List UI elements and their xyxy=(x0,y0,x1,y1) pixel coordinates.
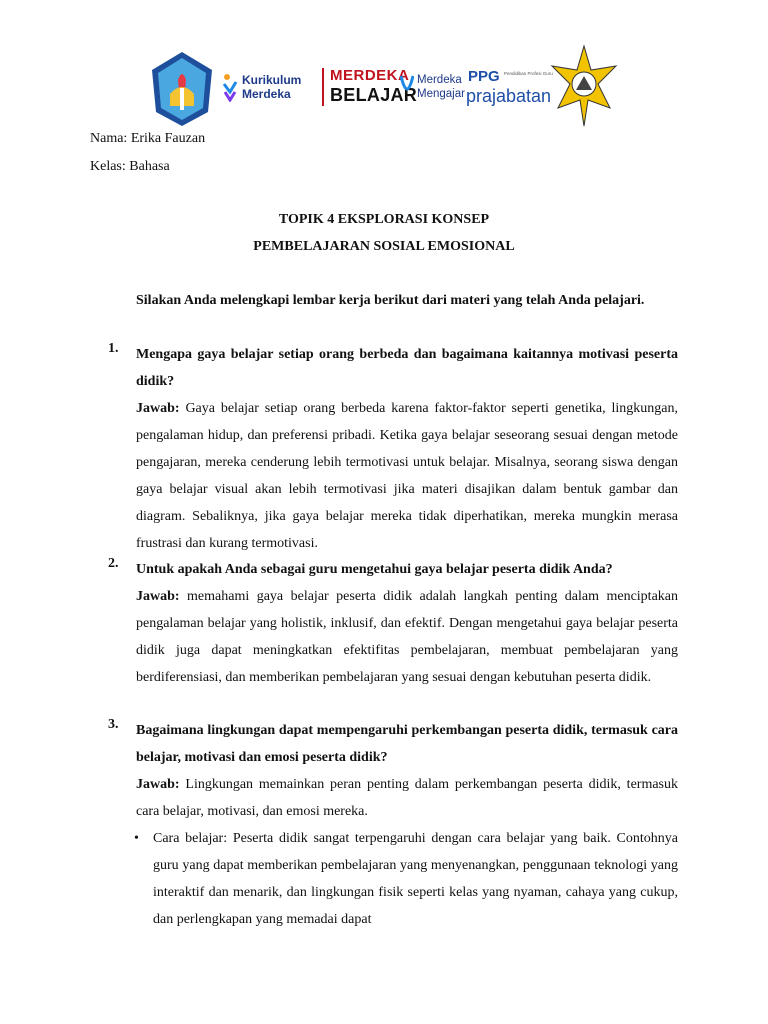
merdeka-belajar-logo xyxy=(330,67,418,107)
question-number: 2. xyxy=(108,556,119,571)
answer-paragraph xyxy=(136,771,678,825)
mengajar-text-bottom: Mengajar xyxy=(417,88,465,100)
answer-text: Gaya belajar setiap orang berbeda karena faktor-faktor seperti genetika, lingkungan, pengalaman hidup, dan preferensi pribadi. Ketika gaya belajar seseorang sesuai dengan metode pengajaran, mereka cenderung lebih termotivasi untuk belajar. Misalnya, seorang siswa dengan gaya belajar visual akan lebih termotivasi jika materi disajikan dalam bentuk gambar dan diagram. Sebaliknya, jika gaya belajar mereka tidak diperhatikan, mereka mungkin merasa frustrasi dan kurang termotivasi. xyxy=(136,401,678,551)
answer-text: memahami gaya belajar peserta didik adalah langkah penting dalam menciptakan pengalaman belajar yang holistik, inklusif, dan efektif. Dengan mengetahui gaya belajar peserta didik juga dapat meningkatkan efektifitas pembelajaran, membuat pembelajaran yang berdiferensiasi, dan memberikan pembelajaran yang sesuai dengan kebutuhan peserta didik. xyxy=(136,589,678,685)
question-number: 1. xyxy=(108,341,119,356)
answer-label: Jawab: xyxy=(136,401,180,416)
kurikulum-text-top: Kurikulum xyxy=(242,73,302,87)
tut-wuri-handayani-logo xyxy=(148,50,216,128)
kurikulum-text-bottom: Merdeka xyxy=(242,87,291,101)
page-title: TOPIK 4 EKSPLORASI KONSEP xyxy=(278,212,490,227)
question-number: 3. xyxy=(108,717,119,732)
belajar-text: BELAJAR xyxy=(330,85,418,105)
ppg-prajabatan-logo xyxy=(466,68,561,112)
mengajar-text-top: Merdeka xyxy=(417,74,462,86)
mengajar-mark-icon xyxy=(400,72,414,102)
answer-paragraph xyxy=(136,583,678,691)
question-text: Bagaimana lingkungan dapat mempengaruhi perkembangan peserta didik, termasuk cara belajar, motivasi dan emosi peserta didik? xyxy=(136,723,678,765)
bullet-item: • Cara belajar: Peserta didik sangat terpengaruhi dengan cara belajar yang baik. Contohnya guru yang dapat memberikan pembelajaran yang menyenangkan, penggunaan teknologi yang interaktif dan menarik, dan lingkungan fisik seperti kelas yang nyaman, cahaya yang cukup, dan perlengkapan yang memadai dapat xyxy=(136,825,678,933)
page-subtitle: PEMBELAJARAN SOSIAL EMOSIONAL xyxy=(253,239,515,254)
answer-paragraph xyxy=(136,395,678,557)
bullet-list xyxy=(136,825,678,933)
prajabatan-text: prajabatan xyxy=(466,86,552,106)
ppg-text: PPG xyxy=(468,68,500,85)
question-body xyxy=(136,717,678,933)
question-body xyxy=(136,341,678,557)
answer-label: Jawab: xyxy=(136,777,180,792)
answer-label: Jawab: xyxy=(136,589,180,604)
logo-banner xyxy=(148,42,618,134)
answer-text: Lingkungan memainkan peran penting dalam perkembangan peserta didik, termasuk cara belajar, motivasi, dan emosi mereka. xyxy=(136,777,679,819)
question-text: Mengapa gaya belajar setiap orang berbeda dan bagaimana kaitannya motivasi peserta didik? xyxy=(136,347,678,389)
kurikulum-mark-icon xyxy=(222,72,238,102)
student-class: Kelas: Bahasa xyxy=(90,159,170,174)
ppg-small-text: Pendidikan Profesi Guru xyxy=(504,71,553,76)
question-body xyxy=(136,556,678,691)
instruction-text: Silakan Anda melengkapi lembar kerja berikut dari materi yang telah Anda pelajari. xyxy=(136,293,645,308)
university-emblem-logo xyxy=(550,44,618,134)
logo-divider xyxy=(322,68,324,106)
merdeka-text: MERDEKA xyxy=(330,67,410,84)
question-text: Untuk apakah Anda sebagai guru mengetahui gaya belajar peserta didik Anda? xyxy=(136,562,613,577)
kurikulum-merdeka-logo xyxy=(222,70,322,106)
student-name: Nama: Erika Fauzan xyxy=(90,131,206,146)
